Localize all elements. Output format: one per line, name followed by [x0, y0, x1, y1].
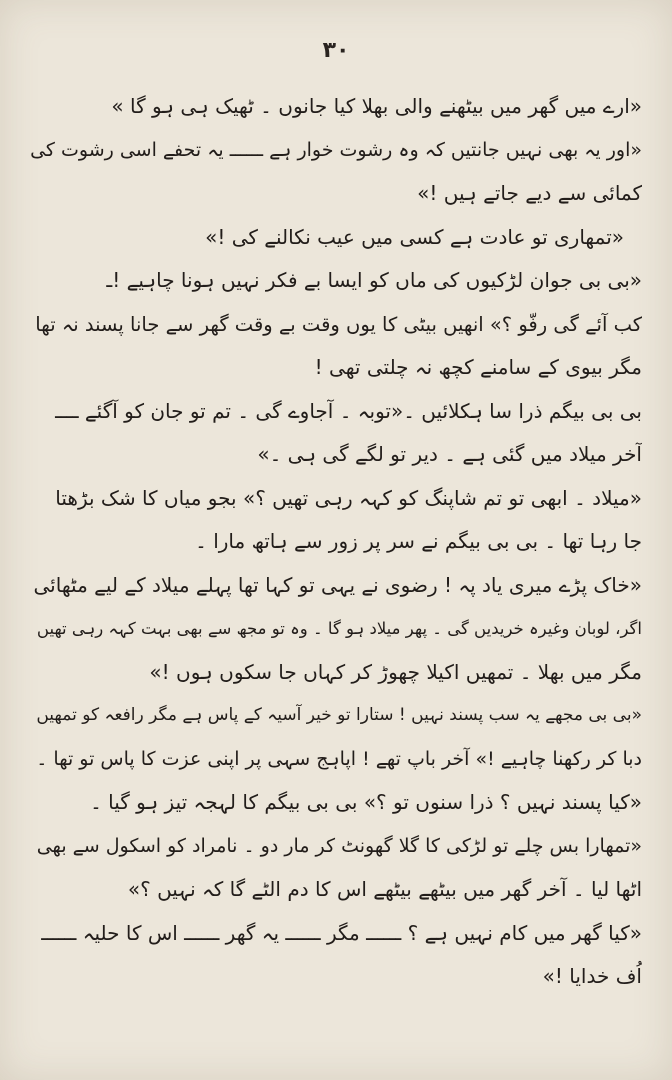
text-line: «بی بی مجھے یہ سب پسند نہیں ! ستارا تو خیر آسیہ کے پاس ہے مگر رافعہ کو تمھیں	[36, 705, 642, 725]
text-line: کمائی سے دیے جاتے ہیں !»	[417, 181, 642, 205]
text-line: «خاک پڑے میری یاد پہ ! رضوی نے یہی تو کہا تھا پہلے میلاد کے لیے مٹھائی	[33, 572, 642, 597]
text-line: «کیا پسند نہیں ؟ ذرا سنوں تو ؟» بی بی بیگم کا لہجہ تیز ہو گیا ۔	[90, 790, 642, 814]
urdu-text-body	[30, 85, 642, 999]
text-line: مگر میں بھلا ۔ تمھیں اکیلا چھوڑ کر کہاں جا سکوں ہوں !»	[149, 659, 642, 684]
text-line: آخر میلاد میں گئی ہے ۔ دیر تو لگے گی ہی ۔»	[257, 442, 642, 466]
text-line: دبا کر رکھنا چاہیے !» آخر باپ تھے ! اپاہج سہی پر اپنی عزت کا پاس تو تھا ۔	[36, 747, 642, 770]
text-line: اُف خدایا !»	[542, 964, 642, 988]
text-line: «بی بی جوان لڑکیوں کی ماں کو ایسا بے فکر نہیں ہونا چاہیے !ـ	[106, 268, 642, 292]
text-line: جا رہا تھا ۔ بی بی بیگم نے سر پر زور سے ہاتھ مارا ۔	[195, 529, 642, 553]
text-line: اگر، لوبان وغیرہ خریدیں گی ۔ پھر میلاد ہو گا ۔ وہ تو مجھ سے بھی بہت کہہ رہی تھیں	[36, 619, 642, 638]
text-line: «میلاد ۔ ابھی تو تم شاپنگ کو کہہ رہی تھیں ؟» بجو میاں کا شک بڑھتا	[55, 485, 642, 510]
text-line: کب آئے گی رفّو ؟» انھیں بیٹی کا یوں وقت بے وقت گھر سے جانا پسند نہ تھا	[35, 312, 642, 336]
text-line: «تمھارا بس چلے تو لڑکی کا گلا گھونٹ کر مار دو ۔ نامراد کو اسکول سے بھی	[36, 834, 642, 857]
text-line: «کیا گھر میں کام نہیں ہے ؟ ــــــ مگر ــــــ یہ گھر ــــــ اس کا حلیہ ــــــ	[41, 920, 642, 945]
text-line: «تمھاری تو عادت ہے کسی میں عیب نکالنے کی !»	[205, 224, 624, 249]
text-line: «اور یہ بھی نہیں جانتیں کہ وہ رشوت خوار ہے ــــــ یہ تحفے اسی رشوت کی	[30, 138, 642, 161]
page-number: ۳۰	[322, 38, 350, 63]
text-line: اٹھا لیا ۔ آخر گھر میں بیٹھے بیٹھے اس کا دم الٹے گا کہ نہیں ؟»	[127, 877, 642, 901]
text-line: «ارے میں گھر میں بیٹھنے والی بھلا کیا جانوں ۔ ٹھیک ہی ہو گا »	[111, 94, 642, 118]
text-line: بی بی بیگم ذرا سا ہکلائیں ۔«توبہ ۔ آجاوے گی ۔ تم تو جان کو آگئے ــــ	[55, 398, 642, 423]
text-line: مگر بیوی کے سامنے کچھ نہ چلتی تھی !	[314, 355, 642, 379]
